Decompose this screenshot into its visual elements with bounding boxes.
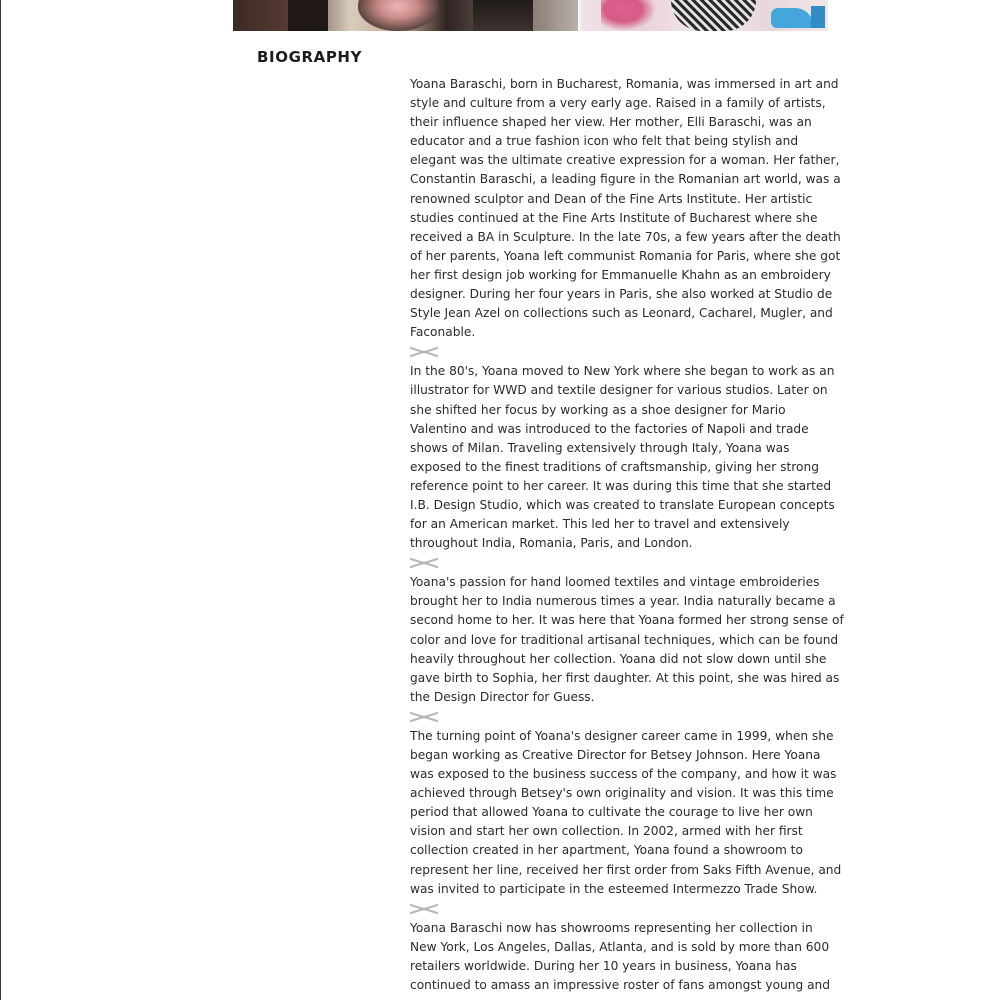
bio-text-line: collection created in her apartment, Yoana found a showroom to [410,843,803,858]
bio-text-line: their influence shaped her view. Her mother, Elli Baraschi, was an [410,115,812,130]
bio-text-line: Constantin Baraschi, a leading figure in the Romanian art world, was a [410,172,841,187]
bio-text-line: her first design job working for Emmanuelle Khahn as an embroidery [410,267,831,282]
bio-text-line: illustrator for WWD and textile designer for various studios. Later on [410,383,828,398]
bio-text-line: achieved through Betsey's own originality and vision. It was this time [410,786,834,801]
bio-paragraph [410,75,841,342]
bio-text-line: vision and start her own collection. In 2002, armed with her first [410,824,803,839]
bio-text-line: was exposed to the business success of the company, and how it was [410,767,837,782]
bio-text-line: reference point to her career. It was during this time that she started [410,478,832,493]
bio-text-line: she shifted her focus by working as a shoe designer for Mario [410,402,786,417]
bio-text-line: shows of Milan. Traveling extensively through Italy, Yoana was [410,440,790,455]
page-title: BIOGRAPHY [257,48,363,66]
bio-text-line: received a BA in Sculpture. In the late 70s, a few years after the death [410,229,841,244]
bio-text-line: Faconable. [410,325,476,340]
bio-text-line: throughout India, Romania, Paris, and London. [410,536,693,551]
bio-text-line: New York, Los Angeles, Dallas, Atlanta, and is sold by more than 600 [410,939,830,954]
page-left-border [0,0,1,1000]
bio-text-line: color and love for traditional artisanal techniques, which can be found [410,632,839,647]
bio-text-line: continued to amass an impressive roster of fans amongst young and [410,978,831,993]
bio-text-line: The turning point of Yoana's designer career came in 1999, when she [410,728,834,743]
bio-text-line: retailers worldwide. During her 10 years in business, Yoana has [410,958,797,973]
bio-text-line: for an American market. This led her to travel and extensively [410,517,790,532]
fashion-photo-right [581,0,828,31]
bio-text-line: the Design Director for Guess. [410,689,595,704]
bio-text-line: Yoana Baraschi, born in Bucharest, Romania, was immersed in art and [410,77,839,91]
bio-text-line: Yoana Baraschi now has showrooms representing her collection in [410,920,813,935]
blue-shoe-image [771,8,813,28]
bio-text-line: studies continued at the Fine Arts Institute of Bucharest where she [410,210,818,225]
bio-text-line: Yoana's passion for hand loomed textiles and vintage embroideries [410,575,820,590]
bio-paragraph [410,727,842,899]
bio-text-line: brought her to India numerous times a year. India naturally became a [410,594,836,609]
bio-text-line: heavily throughout her collection. Yoana did not slow down until she [410,651,827,666]
bio-text-line: exposed to the finest traditions of craftsmanship, giving her strong [410,459,819,474]
bio-text-line: In the 80's, Yoana moved to New York where she began to work as an [410,364,835,379]
scissors-icon [410,553,440,573]
bio-text-line: of her parents, Yoana left communist Romania for Paris, where she got [410,248,841,263]
bio-paragraph [410,573,844,707]
bio-paragraph [410,919,830,995]
bio-text-line: designer. During her four years in Paris, she also worked at Studio de [410,287,833,302]
scissors-icon [410,707,440,727]
bio-text-line: was invited to participate in the esteemed Intermezzo Trade Show. [410,881,818,896]
bio-text-line: I.B. Design Studio, which was created to translate European concepts [410,497,835,512]
bio-text-line: second home to her. It was here that Yoana formed her strong sense of [410,613,844,628]
bio-text-line: began working as Creative Director for Betsey Johnson. Here Yoana [410,748,821,762]
bio-text-line: renowned sculptor and Dean of the Fine Arts Institute. Her artistic [410,191,813,206]
scissors-icon [410,899,440,919]
bio-text-line: elegant was the ultimate creative expression for a woman. Her father, [410,153,840,168]
bio-text-line: represent her line, received her first order from Saks Fifth Avenue, and [410,862,842,877]
bio-paragraph [410,362,835,553]
bio-text-line: educator and a true fashion icon who felt that being stylish and [410,134,799,149]
bio-text-line: period that allowed Yoana to cultivate the courage to live her own [410,805,813,820]
bio-text-line: gave birth to Sophia, her first daughter. At this point, she was hired as [410,670,840,685]
header-photo-banner [233,0,828,31]
bio-text-line: Style Jean Azel on collections such as Leonard, Cacharel, Mugler, and [410,306,833,321]
biography-text [410,75,844,995]
bio-text-line: Valentino and was introduced to the factories of Napoli and trade [410,421,809,436]
fashion-photo-left [233,0,578,31]
bio-text-line: style and culture from a very early age. Raised in a family of artists, [410,96,826,111]
scissors-icon [410,342,440,362]
